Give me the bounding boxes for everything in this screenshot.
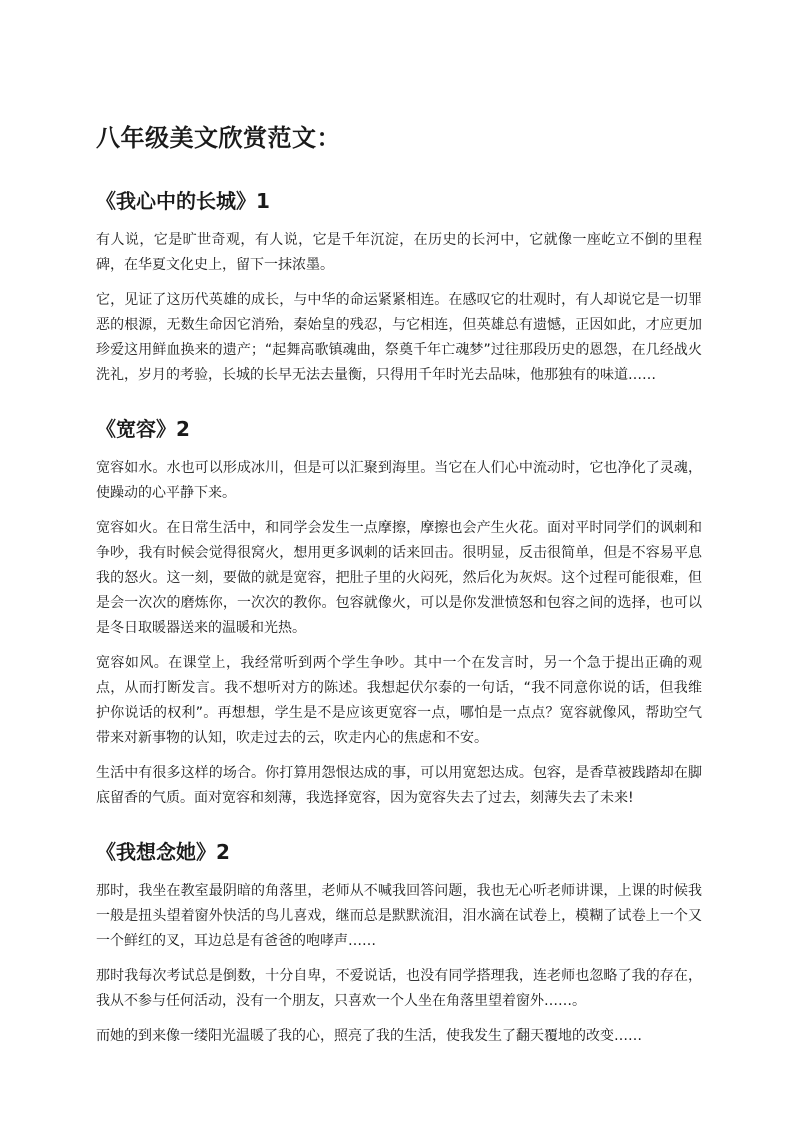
section-tolerance [96,414,702,811]
paragraph: 有人说，它是旷世奇观，有人说，它是千年沉淀，在历史的长河中，它就像一座屹立不倒的里程碑，在华夏文化史上，留下一抹浓墨。 [96,232,702,273]
section-miss-her [96,837,702,1049]
paragraph: 那时，我坐在教室最阴暗的角落里，老师从不喊我回答问题，我也无心听老师讲课，上课的时候我一般是扭头望着窗外快活的鸟儿喜戏，继而总是默默流泪，泪水滴在试卷上，模糊了试卷上一个又一个鲜红的叉，耳边总是有爸爸的咆哮声…… [96,883,702,949]
paragraph: 宽容如风。在课堂上，我经常听到两个学生争吵。其中一个在发言时，另一个急于提出正确的观点，从而打断发言。我不想听对方的陈述。我想起伏尔泰的一句话，“我不同意你说的话，但我维护你说话的权利”。再想想，学生是不是应该更宽容一点，哪怕是一点点？宽容就像风，帮助空气带来对新事物的认知，吹走过去的云，吹走内心的焦虑和不安。 [96,655,702,746]
paragraph: 它，见证了这历代英雄的成长，与中华的命运紧紧相连。在感叹它的壮观时，有人却说它是一切罪恶的根源，无数生命因它消殆，秦始皇的残忍，与它相连，但英雄总有遗憾，正因如此，才应更加珍爱这用鲜血换来的遗产；“起舞高歌镇魂曲，祭奠千年亡魂梦”过往那段历史的恩怨，在几经战火洗礼，岁月的考验，长城的长早无法去量衡，只得用千年时光去品味，他那独有的味道…… [96,292,702,383]
paragraph: 宽容如水。水也可以形成冰川，但是可以汇聚到海里。当它在人们心中流动时，它也净化了灵魂，使躁动的心平静下来。 [96,460,702,501]
document-page [96,120,702,1075]
paragraph: 生活中有很多这样的场合。你打算用怨恨达成的事，可以用宽恕达成。包容，是香草被践踏却在脚底留香的气质。面对宽容和刻薄，我选择宽容，因为宽容失去了过去，刻薄失去了未来! [96,765,702,806]
section-heading: 《宽容》2 [96,417,190,441]
section-heading: 《我心中的长城》1 [96,189,270,213]
paragraph: 宽容如火。在日常生活中，和同学会发生一点摩擦，摩擦也会产生火花。面对平时同学们的讽刺和争吵，我有时候会觉得很窝火，想用更多讽刺的话来回击。很明显，反击很简单，但是不容易平息我的怒火。这一刻，要做的就是宽容，把肚子里的火闷死，然后化为灰烬。这个过程可能很难，但是会一次次的磨炼你，一次次的教你。包容就像火，可以是你发泄愤怒和包容之间的选择，也可以是冬日取暖器送来的温暖和光热。 [96,520,702,636]
section-heading: 《我想念她》2 [96,840,230,864]
section-great-wall [96,186,702,388]
document-title: 八年级美文欣赏范文： [96,124,341,152]
paragraph: 那时我每次考试总是倒数，十分自卑，不爱说话，也没有同学搭理我，连老师也忽略了我的存在，我从不参与任何活动，没有一个朋友，只喜欢一个人坐在角落里望着窗外……。 [96,968,702,1009]
paragraph: 而她的到来像一缕阳光温暖了我的心，照亮了我的生活，使我发生了翻天覆地的改变…… [96,1028,642,1044]
